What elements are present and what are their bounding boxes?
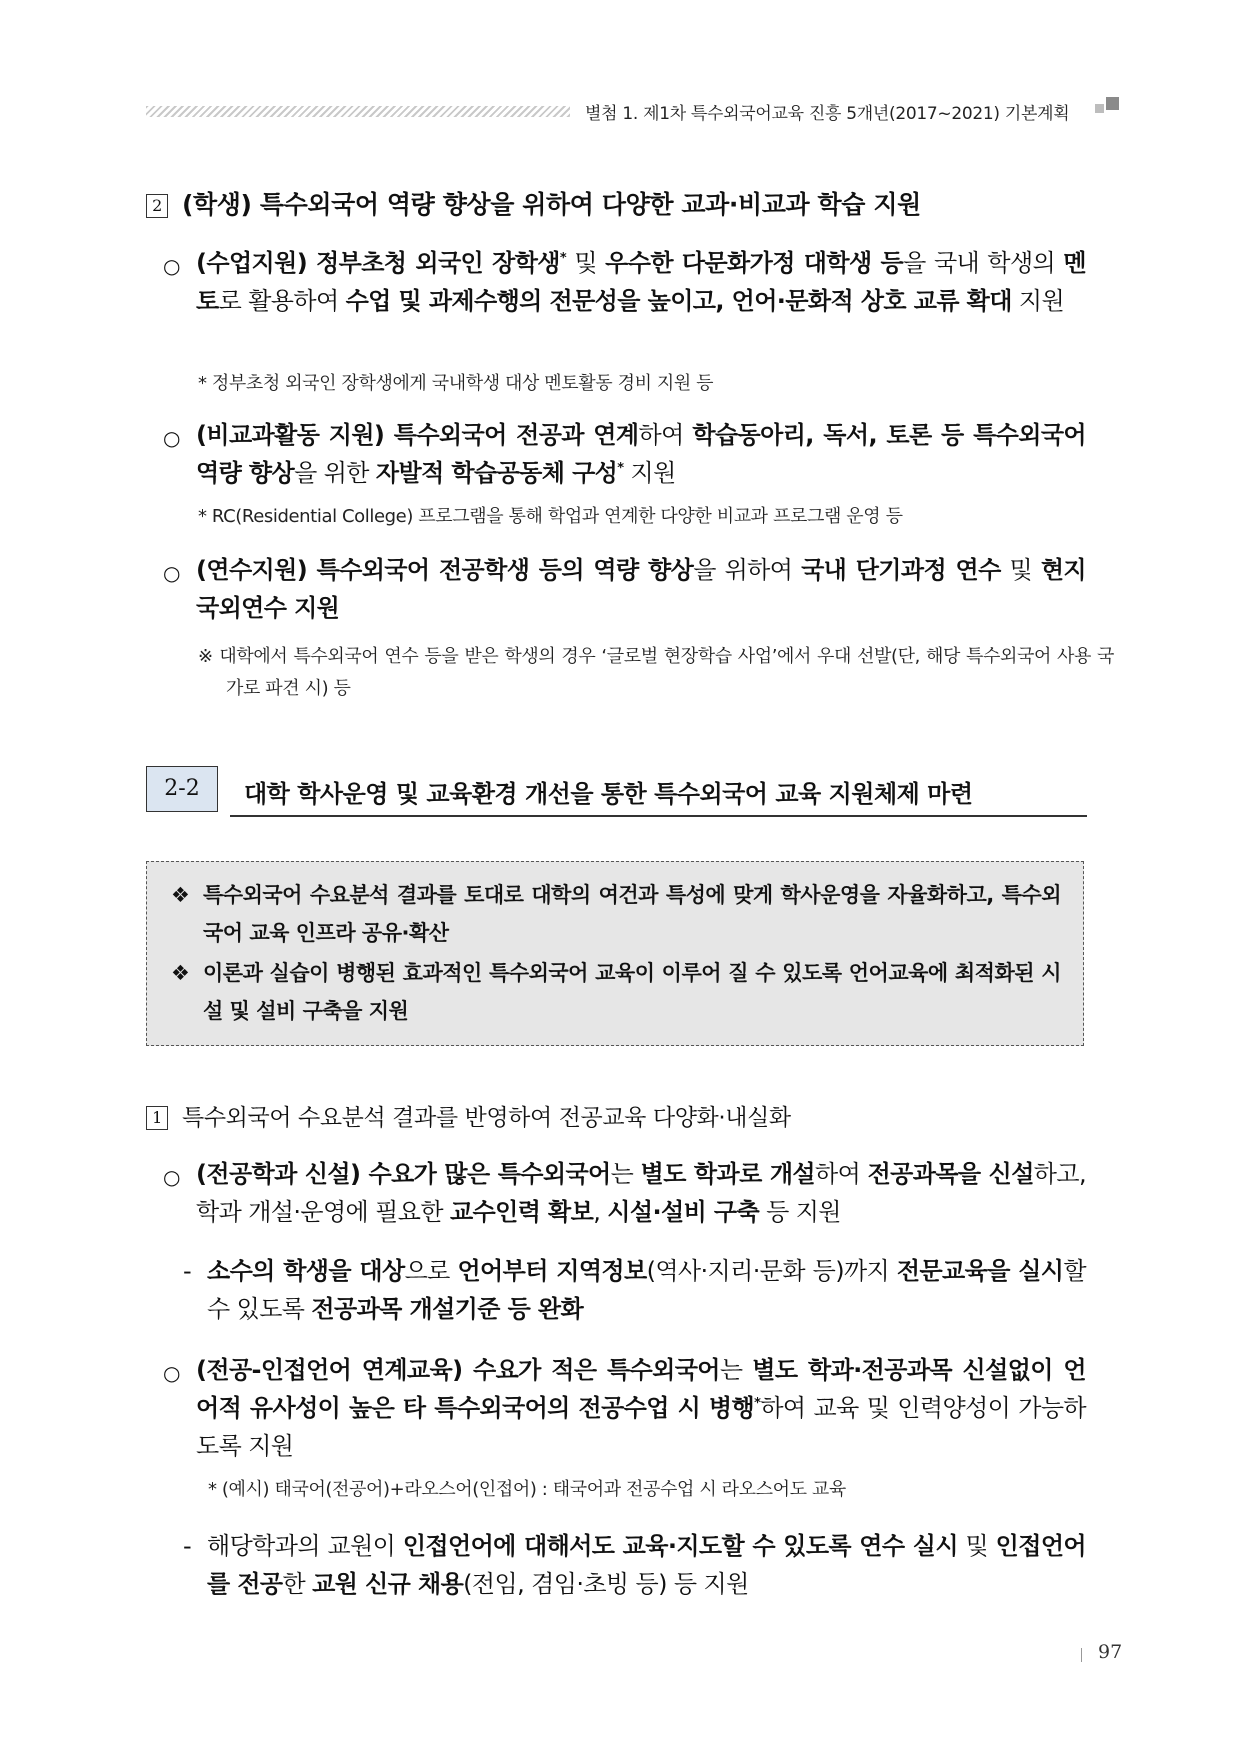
circle-bullet: ○ (163, 1165, 181, 1189)
section-title: (학생) 특수외국어 역량 향상을 위하여 다양한 교과·비교과 학습 지원 (182, 190, 921, 219)
section-title: 특수외국어 수요분석 결과를 반영하여 전공교육 다양화·내실화 (182, 1105, 791, 1131)
text-segment: 언어부터 지역정보 (457, 1257, 647, 1285)
running-header: 별첨 1. 제1차 특수외국어교육 진흥 5개년(2017~2021) 기본계획 (585, 104, 1070, 124)
footnote-marker: * (617, 461, 624, 476)
text-segment: (수업지원) 정부초청 외국인 장학생 (196, 249, 560, 277)
paragraph (196, 1155, 1086, 1231)
page-number-divider (1081, 1648, 1082, 1662)
paragraph (196, 416, 1086, 492)
header-square-light (1095, 104, 1104, 113)
circle-bullet: ○ (163, 1361, 181, 1385)
text-segment: 인접언어에 대해서도 교육·지도할 수 있도록 연수 실시 (402, 1532, 958, 1560)
text-segment: 을 위하여 (693, 556, 802, 584)
section-number-box: 1 (146, 1106, 168, 1130)
text-segment: 등 지원 (759, 1198, 841, 1226)
text-segment: 전공과목을 신설 (867, 1160, 1034, 1188)
summary-text: 이론과 실습이 병행된 효과적인 특수외국어 교육이 이루어 질 수 있도록 언어교육에 최적화된 시설 및 설비 구축을 지원 (203, 961, 1061, 1023)
circle-bullet: ○ (163, 254, 181, 278)
text-segment: 시설·설비 구축 (607, 1198, 760, 1226)
text-segment: (비교과활동 지원) 특수외국어 전공과 연계 (196, 421, 639, 449)
sub-paragraph (207, 1527, 1086, 1603)
diamond-bullet-icon: ❖ (171, 961, 190, 985)
summary-item (171, 876, 1061, 952)
footnote-marker: * (754, 1396, 761, 1411)
footnote: * RC(Residential College) 프로그램을 통해 학업과 연계한 다양한 비교과 프로그램 운영 등 (198, 506, 903, 527)
text-segment: 우수한 다문화가정 대학생 등 (605, 249, 904, 277)
footnote: * 정부초청 외국인 장학생에게 국내학생 대상 멘토활동 경비 지원 등 (198, 373, 714, 394)
text-segment: (역사·지리·문화 등)까지 (646, 1257, 897, 1285)
paragraph (196, 551, 1086, 627)
footnote: * (예시) 태국어(전공어)+라오스어(인접어) : 태국어과 전공수업 시 라오스어도 교육 (208, 1479, 846, 1500)
text-segment: 수업 및 과제수행의 전문성을 높이고, 언어·문화적 상호 교류 확대 (345, 287, 1012, 315)
summary-text: 특수외국어 수요분석 결과를 토대로 대학의 여건과 특성에 맞게 학사운영을 자율화하고, 특수외국어 교육 인프라 공유·확산 (203, 883, 1061, 945)
text-segment: 하여 (814, 1160, 868, 1188)
dash-bullet: - (183, 1532, 192, 1560)
section-2-heading (146, 185, 921, 221)
text-segment: 소수의 학생을 대상 (207, 1257, 405, 1285)
text-segment: 인접언어를 전공 (207, 1532, 1086, 1598)
section-2-2-title: 대학 학사운영 및 교육환경 개선을 통한 특수외국어 교육 지원체제 마련 (244, 780, 973, 808)
text-segment: 멘토 (196, 249, 1086, 315)
text-segment: 는 (719, 1356, 753, 1384)
text-segment: , (593, 1198, 608, 1226)
text-segment: 한 (282, 1570, 313, 1598)
text-segment: 하고, 학과 개설·운영에 필요한 (196, 1160, 1086, 1226)
text-segment: 하여 (638, 421, 693, 449)
text-segment: 자발적 학습공동체 구성 (375, 459, 618, 487)
text-segment: (전공학과 신설) 수요가 많은 특수외국어 (196, 1160, 611, 1188)
text-segment: 별도 학과·전공과목 신설없이 언어적 유사성이 높은 타 특수외국어의 전공수업 시 병행 (196, 1356, 1086, 1422)
text-segment: 해당학과의 교원이 (207, 1532, 403, 1560)
text-segment: (전임, 겸임·초빙 등) 등 지원 (463, 1570, 749, 1598)
text-segment: 는 (610, 1160, 641, 1188)
paragraph (196, 1351, 1086, 1465)
dash-bullet: - (183, 1257, 192, 1285)
text-segment: 교수인력 확보 (449, 1198, 594, 1226)
section-label-box: 2-2 (146, 766, 218, 812)
title-underline (230, 815, 1087, 817)
text-segment: 을 국내 학생의 (903, 249, 1064, 277)
paragraph (196, 244, 1086, 320)
header-square-dark (1106, 97, 1119, 110)
section-number-box: 2 (146, 194, 168, 218)
diamond-bullet-icon: ❖ (171, 883, 190, 907)
text-segment: 전문교육을 실시 (896, 1257, 1064, 1285)
summary-box (146, 861, 1084, 1046)
header-decoration (146, 106, 570, 117)
text-segment: 지원 (623, 459, 676, 487)
text-segment: 으로 (404, 1257, 458, 1285)
text-segment: 교원 신규 채용 (312, 1570, 464, 1598)
text-segment: 지원 (1011, 287, 1065, 315)
footnote-marker: * (559, 251, 567, 266)
text-segment: 및 (566, 249, 606, 277)
circle-bullet: ○ (163, 426, 181, 450)
text-segment: 을 위한 (294, 459, 376, 487)
text-segment: 전공과목 개설기준 등 완화 (311, 1295, 584, 1323)
summary-item (171, 954, 1061, 1030)
text-segment: 및 (1000, 556, 1041, 584)
text-segment: 할 수 있도록 (207, 1257, 1086, 1323)
section-1-heading (146, 1099, 791, 1132)
text-segment: 하여 교육 및 인력양성이 가능하도록 지원 (196, 1394, 1086, 1460)
text-segment: (전공-인접언어 연계교육) 수요가 적은 특수외국어 (196, 1356, 720, 1384)
remark-note: ※ 대학에서 특수외국어 연수 등을 받은 학생의 경우 ‘글로벌 현장학습 사업’에서 우대 선발(단, 해당 특수외국어 사용 국가로 파견 시) 등 (198, 646, 1114, 699)
text-segment: 학습동아리, 독서, 토론 등 특수외국어 역량 향상 (196, 421, 1086, 487)
sub-paragraph (207, 1252, 1086, 1328)
circle-bullet: ○ (163, 561, 181, 585)
text-segment: 로 활용하여 (218, 287, 346, 315)
page-number: 97 (1098, 1641, 1123, 1663)
text-segment: 국내 단기과정 연수 (801, 556, 1001, 584)
text-segment: 현지 국외연수 지원 (196, 556, 1086, 622)
text-segment: (연수지원) 특수외국어 전공학생 등의 역량 향상 (196, 556, 694, 584)
text-segment: 별도 학과로 개설 (640, 1160, 815, 1188)
text-segment: 및 (957, 1532, 996, 1560)
